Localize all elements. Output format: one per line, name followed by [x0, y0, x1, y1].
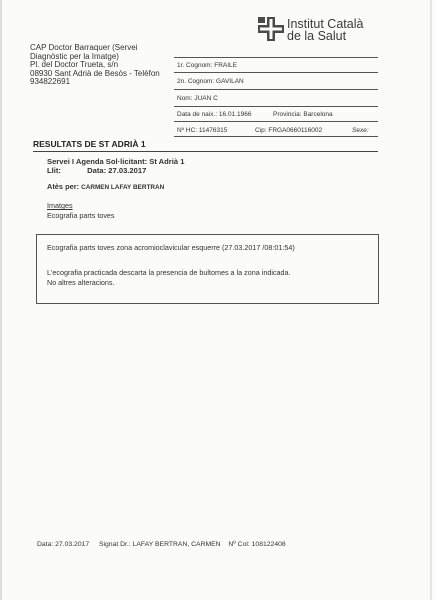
- sender-line: CAP Doctor Barraquer (Servei: [30, 43, 138, 52]
- institution-name-line1: Institut Català: [287, 17, 364, 31]
- date-label: Data:: [87, 166, 107, 175]
- ics-cross-logo-icon: [258, 17, 284, 41]
- name-label: Nom:: [177, 95, 193, 102]
- footer-signed-label: Signat Dr.:: [98, 541, 131, 548]
- patient-rule: [174, 121, 378, 122]
- surname2-label: 2n. Cognom:: [177, 78, 215, 85]
- birth-date-field: [177, 111, 251, 118]
- name-field: [177, 95, 218, 102]
- hc-value: 11476315: [198, 127, 228, 134]
- birth-date-value: 16.01.1966: [218, 111, 252, 118]
- institution-name: [287, 18, 363, 42]
- surname2-field: [177, 78, 244, 85]
- attended-value: CARMEN LAFAY BERTRAN: [81, 184, 165, 191]
- province-field: [273, 111, 333, 118]
- patient-rule: [174, 72, 378, 73]
- hc-field: [177, 127, 227, 134]
- date-value: 27.03.2017: [108, 166, 147, 175]
- sex-label: Sexe:: [352, 127, 369, 134]
- sender-line: Diagnòstic per la Imatge): [30, 51, 119, 61]
- hc-label: Nº HC:: [177, 127, 198, 134]
- name-value: JUAN C: [194, 95, 218, 102]
- cip-label: Cip:: [255, 127, 267, 134]
- surname1-field: [177, 62, 237, 69]
- footer-col-label: Nº Col:: [228, 541, 250, 548]
- service-line: Servei I Agenda Sol·licitant: St Adrià 1: [47, 157, 185, 166]
- patient-rule-top: [174, 57, 378, 58]
- sender-line: Pl. del Doctor Trueta, s/n: [30, 60, 119, 70]
- sender-line: 934822691: [30, 77, 71, 87]
- findings-title: Ecografia parts toves zona acromioclavicular esquerre (27.03.2017 /08:01:54): [47, 243, 295, 252]
- patient-rule-bottom: [174, 136, 378, 137]
- sender-line: 08930 Sant Adrià de Besòs - Telèfon: [30, 68, 160, 78]
- section-title: RESULTATS DE ST ADRIÀ 1: [33, 139, 146, 149]
- scan-edge-left: [0, 0, 2, 600]
- footer-date: 27.03.2017: [55, 541, 90, 548]
- province-label: Provincia:: [273, 111, 302, 118]
- surname1-label: 1r. Cognom:: [177, 62, 213, 69]
- cip-value: FRGA0660116002: [268, 127, 323, 134]
- images-heading: Imatges: [47, 201, 73, 210]
- institution-name-line2: de la Salut: [287, 29, 347, 43]
- patient-rule: [174, 106, 378, 107]
- findings-line1: L'ecografia practicada descarta la presencia de bultomes a la zona indicada.: [47, 268, 291, 277]
- patient-rule: [174, 89, 378, 90]
- findings-box: [36, 234, 379, 304]
- footer-date-label: Data:: [37, 541, 54, 548]
- attended-label: Atès per:: [47, 182, 80, 191]
- llit-label: Llit:: [47, 166, 61, 175]
- footer-signed-by: LAFAY BERTRAN, CARMEN: [132, 541, 221, 548]
- surname2-value: GAVILAN: [216, 78, 244, 85]
- section-rule: [33, 151, 378, 152]
- footer-signature: [37, 541, 286, 548]
- sender-address: [30, 44, 160, 87]
- birth-date-label: Data de naix.:: [177, 111, 218, 118]
- images-item: Ecografia parts toves: [47, 211, 115, 220]
- cip-field: [255, 127, 322, 134]
- province-value: Barcelona: [303, 111, 333, 118]
- scan-edge-right: [430, 0, 432, 600]
- footer-col-number: 108122408: [251, 541, 286, 548]
- surname1-value: FRAILE: [214, 62, 237, 69]
- attended-by: [47, 182, 164, 191]
- findings-line2: No altres alteracions.: [47, 278, 115, 287]
- llit-date-line: [47, 166, 146, 175]
